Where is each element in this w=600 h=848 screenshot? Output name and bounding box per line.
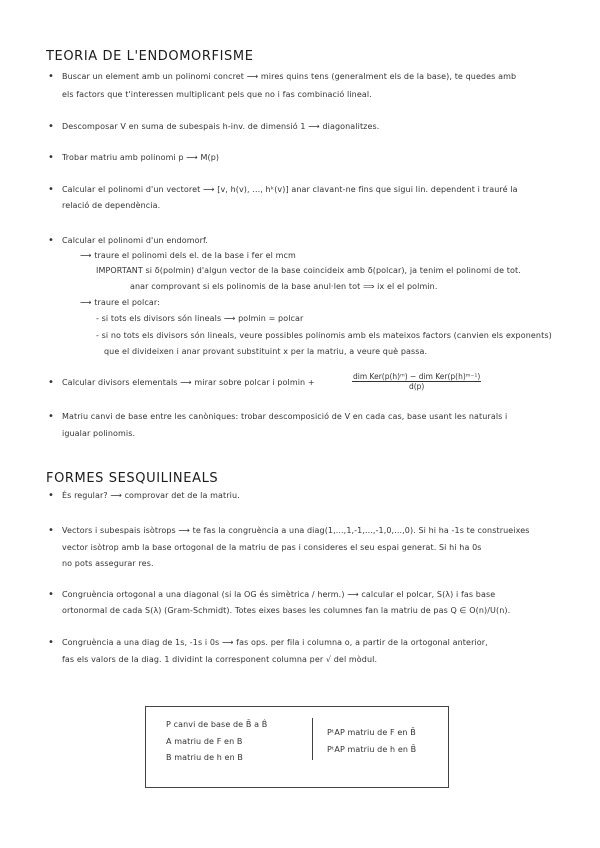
text-line: ortonormal de cada S(λ) (Gram-Schmidt). Totes eixes bases les columnes fan la matriu de pas Q ∈ O(n)/U(n). [62,606,511,615]
box-right-line: PᵗAP matriu de h en B̄ [327,745,417,754]
bullet: • [48,525,54,536]
fraction-formula [352,372,481,391]
text-line: Calcular el polinomi d'un vectoret ⟶ [v, h(v), ..., hᵏ(v)] anar clavant-ne fins que sigui lin. dependent i trauré la [62,185,518,194]
bullet: • [48,235,54,246]
bullet: • [48,184,54,195]
box-left-line: P canvi de base de B̄ a B̂ [166,720,268,729]
text-line: fas els valors de la diag. 1 dividint la corresponent columna per √ del mòdul. [62,655,378,664]
text-line: Vectors i subespais isòtrops ⟶ te fas la congruència a una diag(1,...,1,-1,...,-1,0,...,0). Si hi ha -1s te construeixes [62,526,530,535]
bullet: • [48,377,54,388]
text-line: relació de dependència. [62,201,161,210]
box-left-line: B matriu de h en B [166,753,243,762]
text-line: vector isòtrop amb la base ortogonal de la matriu de pas i consideres el seu espai generat. Si hi ha 0s [62,543,482,552]
text-line: ⟶ traure el polinomi dels el. de la base i fer el mcm [80,251,296,260]
section-title-endomorfisme: TEORIA DE L'ENDOMORFISME [46,49,254,64]
text-line: Descomposar V en suma de subespais h-inv. de dimensió 1 ⟶ diagonalitzes. [62,122,380,131]
text-line: Congruència a una diag de 1s, -1s i 0s ⟶ fas ops. per fila i columna o, a partir de la ortogonal anterior, [62,638,488,647]
section-title-sesquilineals: FORMES SESQUILINEALS [46,471,219,486]
text-line: Matriu canvi de base entre les canòniques: trobar descomposició de V en cada cas, base usant les naturals i [62,412,508,421]
box-divider [312,718,313,760]
text-line: els factors que t'interessen multiplicant pels que no i fas combinació lineal. [62,90,372,99]
text-line: - si no tots els divisors són lineals, veure possibles polinomis amb els mateixos factors (canvien els exponents) [96,331,552,340]
box-left-line: A matriu de F en B [166,737,243,746]
text-line: que el divideixen i anar provant substituint x per la matriu, a veure què passa. [104,347,428,356]
bullet: • [48,637,54,648]
text-line: - si tots els divisors són lineals ⟶ polmin = polcar [96,314,304,323]
bullet: • [48,490,54,501]
bullet: • [48,121,54,132]
text-line: ⟶ traure el polcar: [80,298,160,307]
box-right-line: PᵗAP matriu de F en B̄ [327,728,416,737]
text-line: Congruència ortogonal a una diagonal (si la OG és simètrica / herm.) ⟶ calcular el polcar, S(λ) i fas base [62,590,496,599]
text-line: igualar polinomis. [62,429,136,438]
text-line: Calcular divisors elementals ⟶ mirar sobre polcar i polmin + [62,378,315,387]
fraction-numerator: dim Ker(p(h)ᵐ) − dim Ker(p(h)ᵐ⁻¹) [353,372,481,381]
bullet: • [48,411,54,422]
fraction-denominator: d(p) [408,382,425,391]
text-line: Buscar un element amb un polinomi concret ⟶ mires quins tens (generalment els de la base), te quedes amb [62,72,517,81]
text-line: no pots assegurar res. [62,559,154,568]
bullet: • [48,71,54,82]
text-line: Calcular el polinomi d'un endomorf. [62,236,208,245]
bullet: • [48,152,54,163]
text-line-important: IMPORTANT si δ(polmin) d'algun vector de la base coincideix amb δ(polcar), ja tenim el polinomi de tot. [96,266,521,275]
bullet: • [48,589,54,600]
text-line: anar comprovant si els polinomis de la base anul·len tot ⟹ ix el el polmin. [130,282,438,291]
text-line: Trobar matriu amb polinomi p ⟶ M(p) [62,153,220,162]
text-line: És regular? ⟶ comprovar det de la matriu. [62,491,240,500]
